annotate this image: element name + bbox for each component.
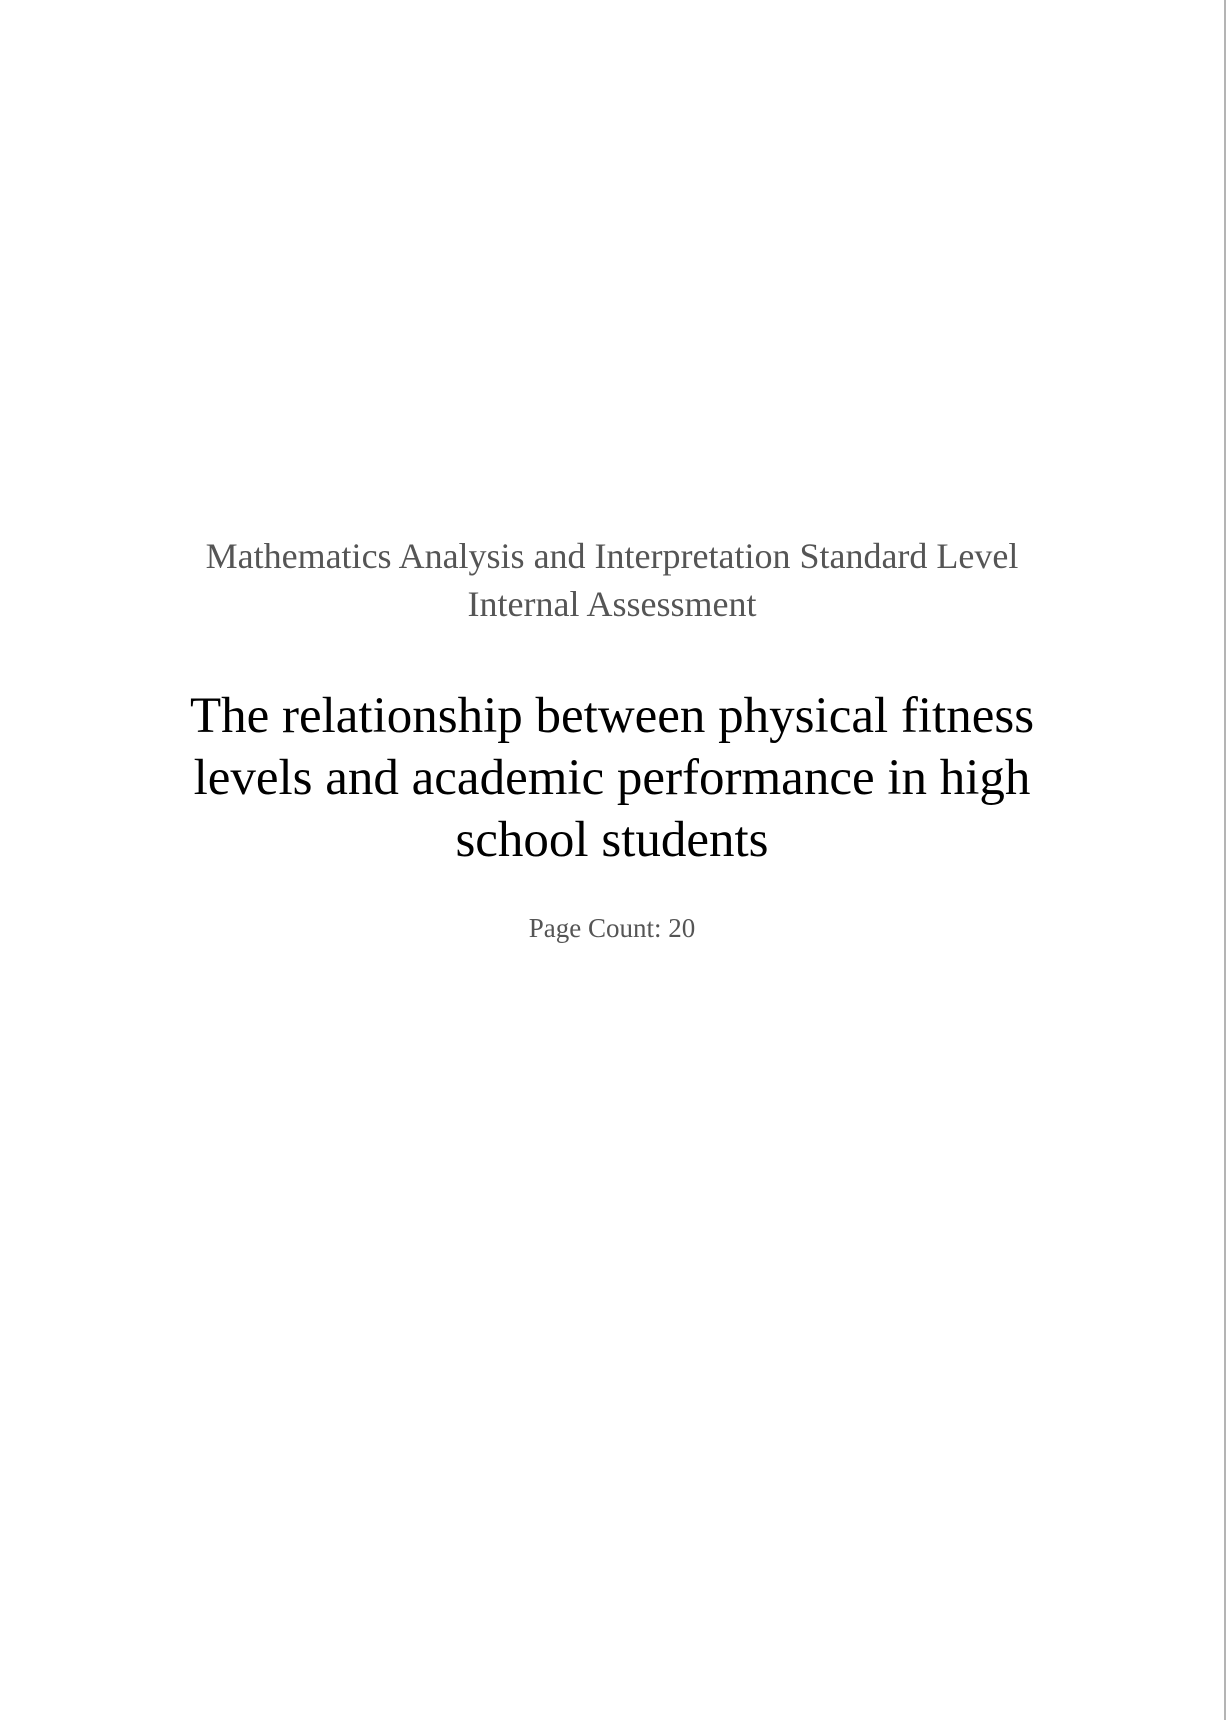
subtitle-line-1: Mathematics Analysis and Interpretation Standard Level [205,536,1019,576]
course-subtitle [0,532,1224,628]
title-line-3: school students [455,812,769,868]
page-count: Page Count: 20 [528,913,696,943]
subtitle-line-2: Internal Assessment [467,584,757,624]
title-line-2: levels and academic performance in high [193,750,1031,806]
document-title [0,685,1224,871]
title-line-1: The relationship between physical fitness [189,688,1035,744]
